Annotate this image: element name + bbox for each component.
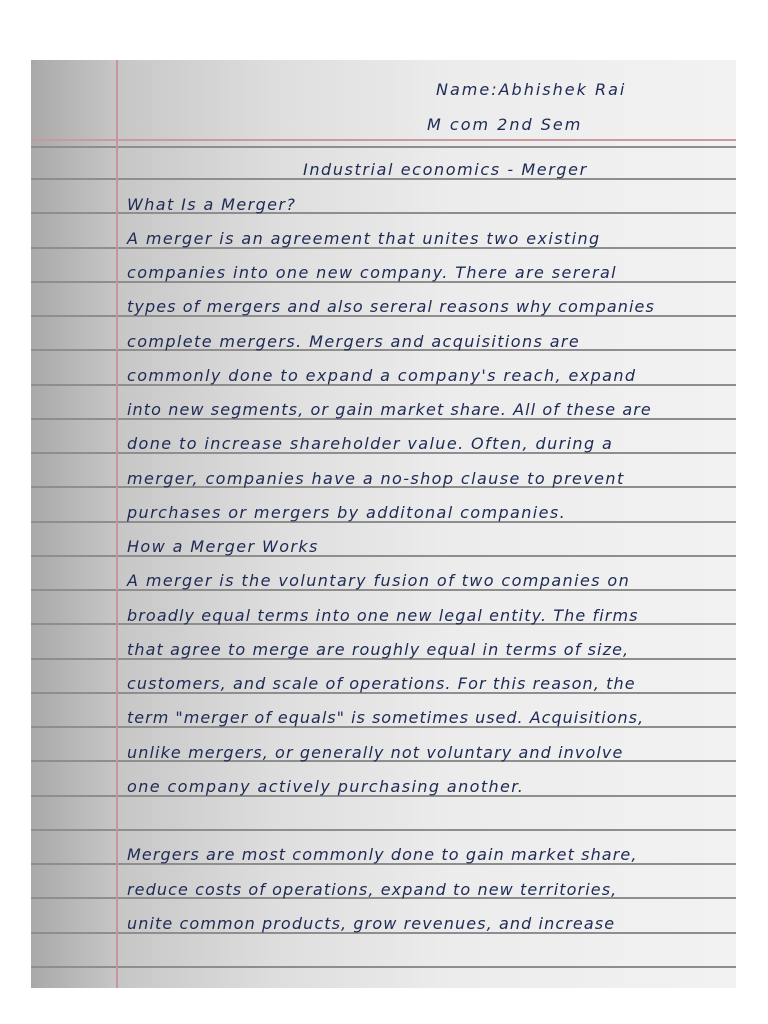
text-line: one company actively purchasing another. bbox=[127, 777, 525, 796]
text-line: types of mergers and also sereral reasons why companies bbox=[127, 297, 655, 316]
text-line: done to increase shareholder value. Often, during a bbox=[127, 434, 614, 453]
margin-line bbox=[116, 60, 118, 988]
ruled-line bbox=[31, 146, 736, 148]
text-line: purchases or mergers by additonal companies. bbox=[127, 503, 567, 522]
ruled-line bbox=[31, 966, 736, 968]
text-line: into new segments, or gain market share. All of these are bbox=[127, 400, 652, 419]
ruled-line bbox=[31, 829, 736, 831]
page-title: Industrial economics - Merger bbox=[303, 160, 588, 179]
text-line: merger, companies have a no-shop clause to prevent bbox=[127, 469, 625, 488]
text-line: reduce costs of operations, expand to new territories, bbox=[127, 880, 618, 899]
text-line: broadly equal terms into one new legal entity. The firms bbox=[127, 606, 639, 625]
text-line: complete mergers. Mergers and acquisitions are bbox=[127, 332, 581, 351]
text-line: customers, and scale of operations. For this reason, the bbox=[127, 674, 636, 693]
section-heading: How a Merger Works bbox=[127, 537, 319, 556]
text-line: commonly done to expand a company's reach, expand bbox=[127, 366, 637, 385]
text-line: Mergers are most commonly done to gain market share, bbox=[127, 845, 638, 864]
text-line: term "merger of equals" is sometimes used. Acquisitions, bbox=[127, 708, 645, 727]
student-name: Name:Abhishek Rai bbox=[436, 80, 627, 99]
notebook-page bbox=[31, 60, 736, 988]
text-line: companies into one new company. There are sereral bbox=[127, 263, 618, 282]
text-line: A merger is the voluntary fusion of two companies on bbox=[127, 571, 631, 590]
course-label: M com 2nd Sem bbox=[427, 115, 583, 134]
section-heading: What Is a Merger? bbox=[127, 195, 297, 214]
text-line: unite common products, grow revenues, and increase bbox=[127, 914, 616, 933]
header-rule bbox=[31, 139, 736, 141]
text-line: unlike mergers, or generally not voluntary and involve bbox=[127, 743, 624, 762]
text-line: A merger is an agreement that unites two existing bbox=[127, 229, 601, 248]
text-line: that agree to merge are roughly equal in terms of size, bbox=[127, 640, 630, 659]
